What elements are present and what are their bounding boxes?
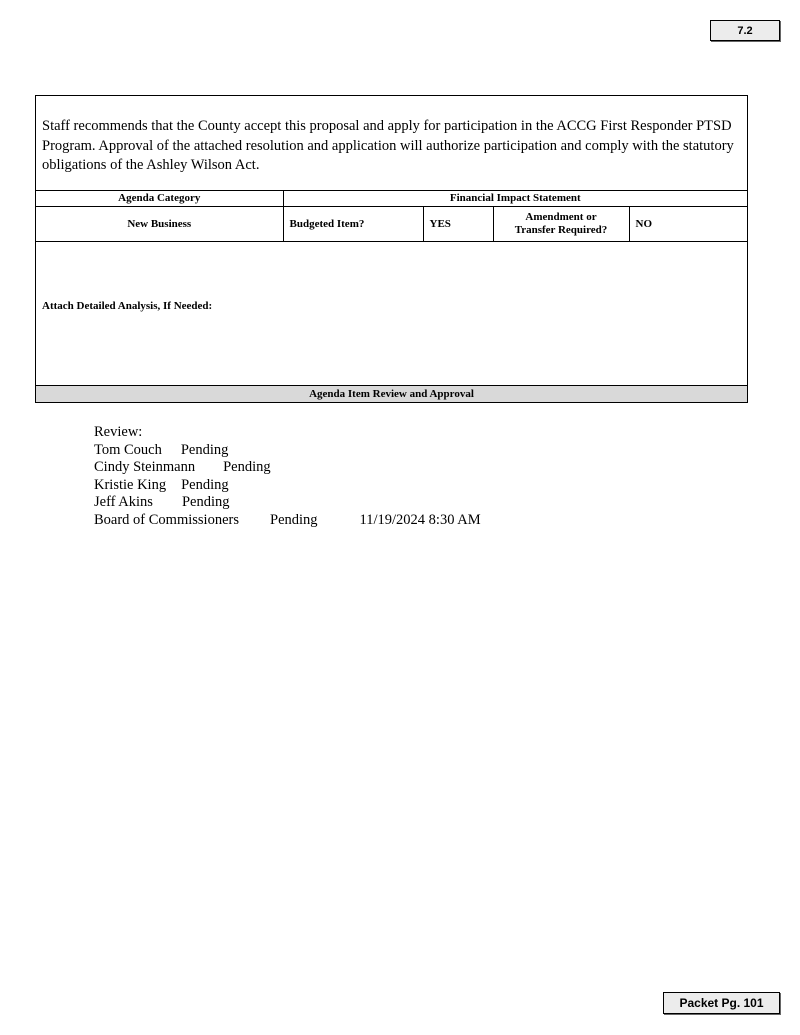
review-entry	[94, 477, 481, 495]
table-header-row	[36, 191, 747, 207]
agenda-category-header: Agenda Category	[36, 191, 283, 207]
review-section	[94, 424, 481, 529]
amendment-label-line1: Amendment or	[525, 211, 597, 223]
reviewer-name: Board of Commissioners	[94, 511, 239, 528]
review-status: Pending	[270, 511, 318, 528]
reviewer-name: Cindy Steinmann	[94, 459, 196, 475]
review-entry	[94, 512, 481, 530]
budgeted-item-label: Budgeted Item?	[283, 207, 423, 242]
review-status: Pending	[181, 494, 230, 510]
review-status: Pending	[181, 476, 229, 493]
agenda-financial-table	[36, 190, 747, 242]
packet-page-number: Packet Pg. 101	[663, 992, 780, 1014]
amendment-label-line2: Transfer Required?	[514, 224, 608, 236]
review-status: Pending	[223, 459, 271, 475]
attach-analysis-label: Attach Detailed Analysis, If Needed:	[42, 300, 213, 312]
review-status: Pending	[180, 441, 229, 458]
reviewer-name: Jeff Akins	[94, 494, 153, 510]
reviewer-name: Kristie King	[94, 476, 167, 493]
review-entry	[94, 494, 481, 512]
review-entry	[94, 442, 481, 460]
budgeted-item-value: YES	[423, 207, 493, 242]
review-date: 11/19/2024 8:30 AM	[359, 511, 481, 528]
reviewer-name: Tom Couch	[94, 441, 162, 458]
agenda-item-number: 7.2	[710, 20, 780, 41]
agenda-category-value: New Business	[36, 207, 283, 242]
review-heading: Review:	[94, 424, 143, 440]
financial-impact-header: Financial Impact Statement	[283, 191, 747, 207]
staff-recommendation: Staff recommends that the County accept this proposal and apply for participation in the ACCG First Responder PTSD Program. Approval of the attached resolution and application will authorize participation and comply with the statutory obligations of the Ashley Wilson Act.	[42, 118, 734, 173]
table-value-row	[36, 207, 747, 242]
amendment-label	[493, 207, 629, 242]
review-approval-bar: Agenda Item Review and Approval	[36, 385, 747, 402]
agenda-item-form	[35, 95, 748, 403]
review-entry	[94, 459, 481, 477]
amendment-value: NO	[629, 207, 747, 242]
